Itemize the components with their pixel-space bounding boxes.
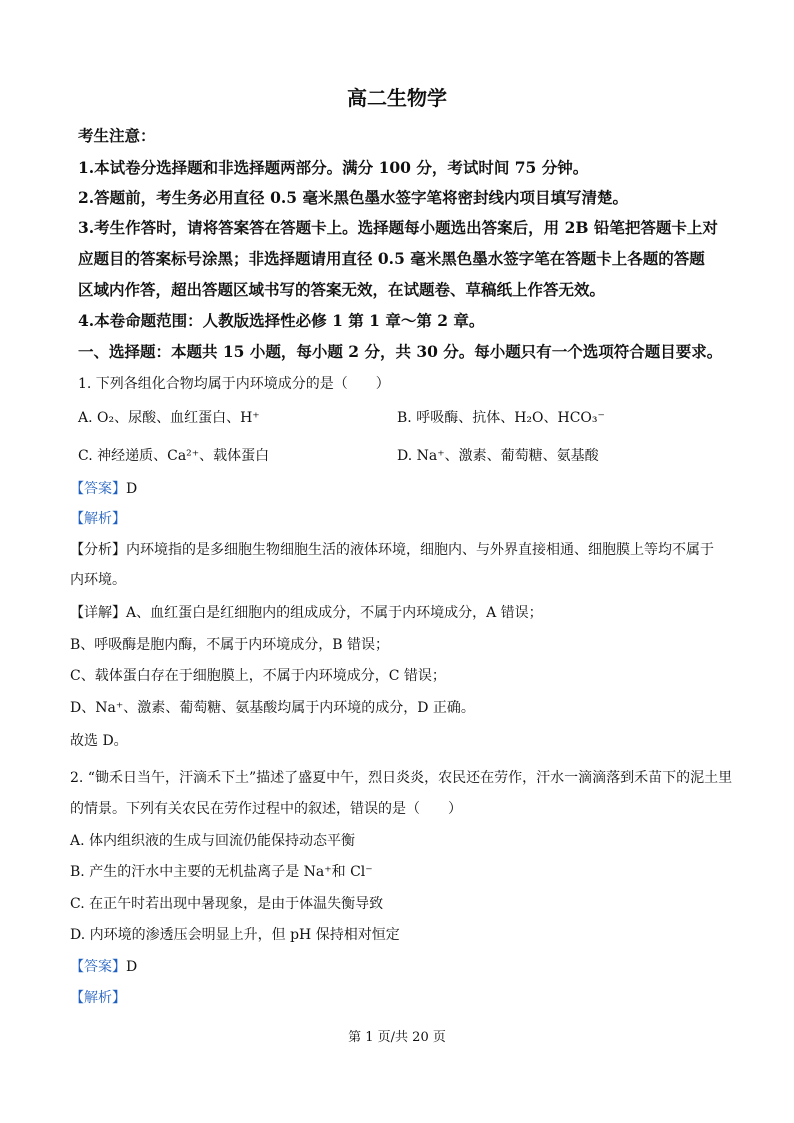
notice-item-1: 1.本试卷分选择题和非选择题两部分。满分 100 分，考试时间 75 分钟。 <box>78 158 589 177</box>
notice-item-3-line-1: 3.考生作答时，请将答案答在答题卡上。选择题每小题选出答案后，用 2B 铅笔把答题卡上对 <box>78 218 718 237</box>
question-2-option-c: C. 在正午时若出现中暑现象，是由于体温失衡导致 <box>70 896 384 912</box>
question-2-option-a: A. 体内组织液的生成与回流仍能保持动态平衡 <box>70 833 356 849</box>
question-1-option-d: D. Na⁺、激素、葡萄糖、氨基酸 <box>397 448 599 464</box>
analysis-tag: 【解析】 <box>70 511 126 527</box>
question-1-stem: 1. 下列各组化合物均属于内环境成分的是（ ） <box>78 376 390 392</box>
question-2-stem-line-1: 2. “锄禾日当午，汗滴禾下土”描述了盛夏中午，烈日炎炎，农民还在劳作，汗水一滴滴落到禾苗下的泥土里 <box>70 770 733 786</box>
notice-item-4: 4.本卷命题范围：人教版选择性必修 1 第 1 章～第 2 章。 <box>78 311 485 330</box>
detail-line-b: B、呼吸酶是胞内酶，不属于内环境成分，B 错误； <box>70 637 390 653</box>
fenxi-text: 内环境指的是多细胞生物细胞生活的液体环境，细胞内、与外界直接相通、细胞膜上等均不属于 <box>126 542 714 558</box>
notice-heading: 考生注意： <box>78 126 156 145</box>
answer-row <box>70 478 137 498</box>
question-2-option-d: D. 内环境的渗透压会明显上升，但 pH 保持相对恒定 <box>70 927 400 943</box>
question-2-option-b: B. 产生的汗水中主要的无机盐离子是 Na⁺和 Cl⁻ <box>70 864 373 880</box>
analysis-fenxi-line-1 <box>70 539 714 559</box>
q2-answer-row <box>70 956 137 976</box>
detail-line-c: C、载体蛋白存在于细胞膜上，不属于内环境成分，C 错误； <box>70 668 446 684</box>
page-footer: 第 1 页/共 20 页 <box>348 1030 446 1045</box>
answer-tag: 【答案】 <box>70 481 126 497</box>
detail-line-a <box>70 602 543 622</box>
notice-item-3-line-2: 应题目的答案标号涂黑；非选择题请用直径 0.5 毫米黑色墨水签字笔在答题卡上各题的答题 <box>78 249 705 268</box>
question-1-option-b: B. 呼吸酶、抗体、H₂O、HCO₃⁻ <box>397 410 605 426</box>
q2-analysis-tag: 【解析】 <box>70 990 126 1006</box>
detail-text-a: A、血红蛋白是红细胞内的组成成分，不属于内环境成分，A 错误； <box>126 605 543 621</box>
notice-item-2: 2.答题前，考生务必用直径 0.5 毫米黑色墨水签字笔将密封线内项目填写清楚。 <box>78 188 628 207</box>
analysis-fenxi-line-2: 内环境。 <box>70 572 126 588</box>
conclusion: 故选 D。 <box>70 733 128 749</box>
question-1-option-a: A. O₂、尿酸、血红蛋白、H⁺ <box>78 410 260 426</box>
q2-answer-tag: 【答案】 <box>70 959 126 975</box>
page-title: 高二生物学 <box>347 86 447 110</box>
question-2-stem-line-2: 的情景。下列有关农民在劳作过程中的叙述，错误的是（ ） <box>70 801 462 817</box>
detail-line-d: D、Na⁺、激素、葡萄糖、氨基酸均属于内环境的成分，D 正确。 <box>70 700 475 716</box>
notice-item-3-line-3: 区域内作答，超出答题区域书写的答案无效，在试题卷、草稿纸上作答无效。 <box>78 280 606 299</box>
q2-answer-value: D <box>126 959 138 975</box>
fenxi-tag: 【分析】 <box>70 542 126 558</box>
detail-tag: 【详解】 <box>70 605 126 621</box>
section-heading: 一、选择题：本题共 15 小题，每小题 2 分，共 30 分。每小题只有一个选项符合题目要求。 <box>78 342 723 361</box>
question-1-option-c: C. 神经递质、Ca²⁺、载体蛋白 <box>78 448 270 464</box>
answer-value: D <box>126 481 138 497</box>
